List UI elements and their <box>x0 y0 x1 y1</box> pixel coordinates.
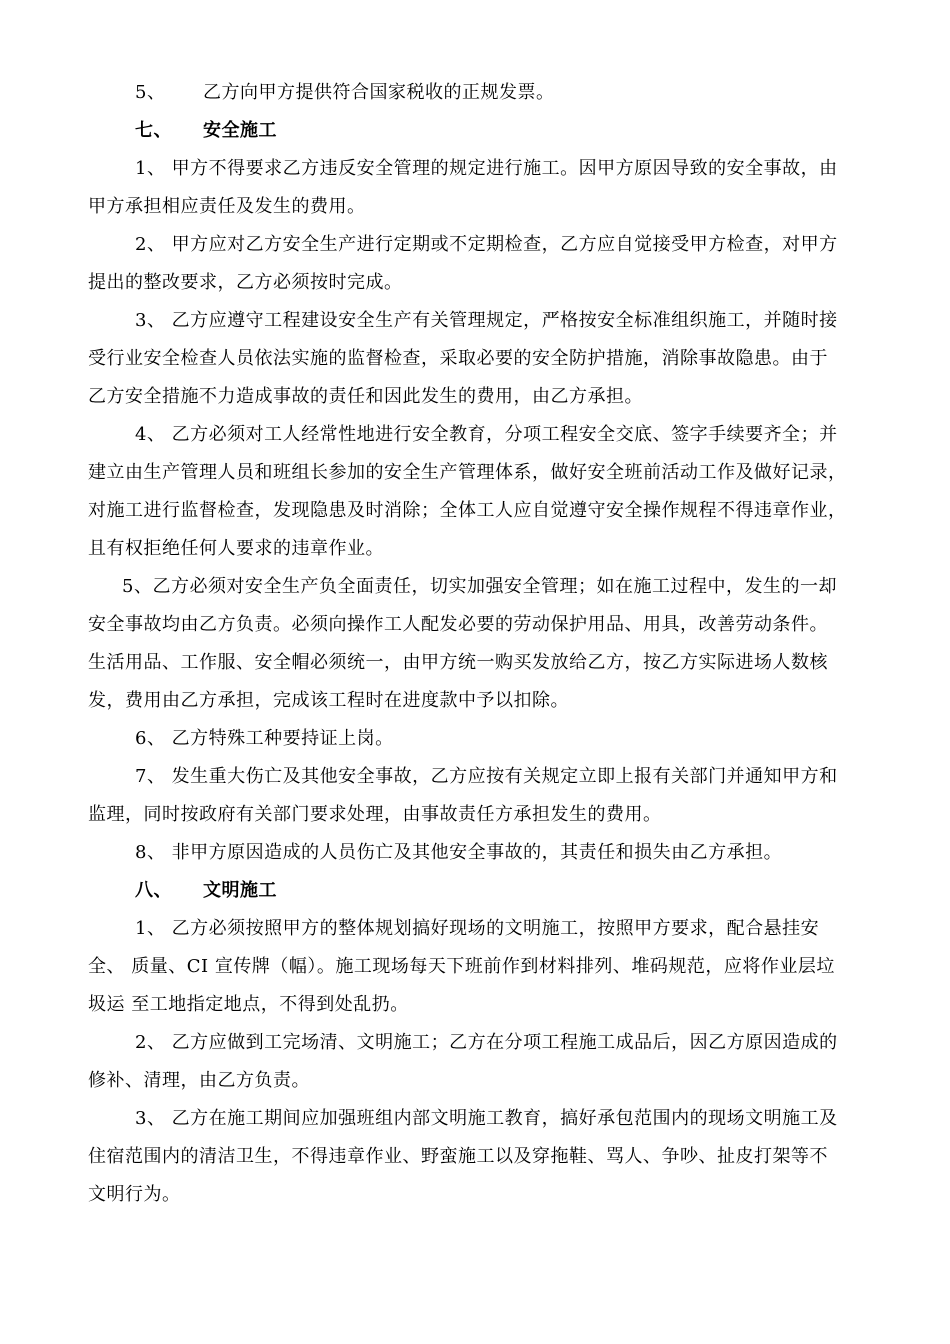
paragraph-line: 提出的整改要求，乙方必须按时完成。 <box>88 272 403 293</box>
paragraph-line: 2、 甲方应对乙方安全生产进行定期或不定期检查，乙方应自觉接受甲方检查，对甲方 <box>135 234 838 255</box>
paragraph-line: 3、 乙方在施工期间应加强班组内部文明施工教育，搞好承包范围内的现场文明施工及 <box>135 1108 838 1129</box>
paragraph-line: 住宿范围内的清洁卫生，不得违章作业、野蛮施工以及穿拖鞋、骂人、争吵、扯皮打架等不 <box>88 1146 828 1167</box>
clause-line <box>135 82 555 104</box>
paragraph-line: 1、 乙方必须按照甲方的整体规划搞好现场的文明施工，按照甲方要求，配合悬挂安 <box>135 918 820 939</box>
paragraph-line: 乙方安全措施不力造成事故的责任和因此发生的费用，由乙方承担。 <box>88 386 643 407</box>
paragraph-line: 1、 甲方不得要求乙方违反安全管理的规定进行施工。因甲方原因导致的安全事故，由 <box>135 158 838 179</box>
paragraph-line: 生活用品、工作服、安全帽必须统一，由甲方统一购买发放给乙方，按乙方实际进场人数核 <box>88 652 828 673</box>
paragraph-line: 修补、清理，由乙方负责。 <box>88 1070 310 1091</box>
paragraph-line: 3、 乙方应遵守工程建设安全生产有关管理规定，严格按安全标准组织施工，并随时接 <box>135 310 838 331</box>
section-heading-civilized <box>135 880 277 902</box>
section-title: 安全施工 <box>203 120 277 141</box>
paragraph-line: 2、 乙方应做到工完场清、文明施工；乙方在分项工程施工成品后，因乙方原因造成的 <box>135 1032 838 1053</box>
section-number: 八、 <box>135 880 172 901</box>
section-title: 文明施工 <box>203 880 277 901</box>
paragraph-line: 安全事故均由乙方负责。必须向操作工人配发必要的劳动保护用品、用具，改善劳动条件。 <box>88 614 828 635</box>
paragraph-line: 6、 乙方特殊工种要持证上岗。 <box>135 728 394 749</box>
paragraph-line: 圾运 至工地指定地点，不得到处乱扔。 <box>88 994 409 1015</box>
section-number: 七、 <box>135 120 172 141</box>
paragraph-line: 监理，同时按政府有关部门要求处理，由事故责任方承担发生的费用。 <box>88 804 662 825</box>
paragraph-line: 发，费用由乙方承担，完成该工程时在进度款中予以扣除。 <box>88 690 569 711</box>
paragraph-line: 全、 质量、CI 宣传牌（幅）。施工现场每天下班前作到材料排列、堆码规范，应将作业层垃 <box>88 956 835 977</box>
paragraph-line: 7、 发生重大伤亡及其他安全事故，乙方应按有关规定立即上报有关部门并通知甲方和 <box>135 766 838 787</box>
paragraph-line: 5、乙方必须对安全生产负全面责任，切实加强安全管理；如在施工过程中，发生的一却 <box>122 576 837 597</box>
paragraph-line: 建立由生产管理人员和班组长参加的安全生产管理体系，做好安全班前活动工作及做好记录， <box>88 462 847 483</box>
paragraph-line: 且有权拒绝任何人要求的违章作业。 <box>88 538 384 559</box>
paragraph-line: 受行业安全检查人员依法实施的监督检查，采取必要的安全防护措施，消除事故隐患。由于 <box>88 348 828 369</box>
section-heading-safety <box>135 120 277 142</box>
paragraph-line: 文明行为。 <box>88 1184 181 1205</box>
clause-text: 乙方向甲方提供符合国家税收的正规发票。 <box>203 82 555 103</box>
paragraph-line: 甲方承担相应责任及发生的费用。 <box>88 196 366 217</box>
paragraph-line: 4、 乙方必须对工人经常性地进行安全教育，分项工程安全交底、签字手续要齐全；并 <box>135 424 838 445</box>
paragraph-line: 8、 非甲方原因造成的人员伤亡及其他安全事故的，其责任和损失由乙方承担。 <box>135 842 783 863</box>
paragraph-line: 对施工进行监督检查，发现隐患及时消除；全体工人应自觉遵守安全操作规程不得违章作业， <box>88 500 847 521</box>
clause-number: 5、 <box>135 82 166 103</box>
